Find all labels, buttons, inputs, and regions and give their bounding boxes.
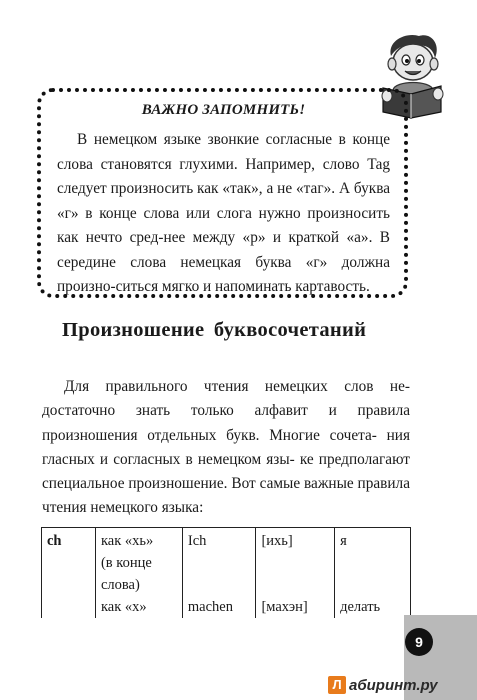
transcription-cell <box>256 528 335 619</box>
transcription: [ихь] <box>261 533 293 549</box>
rule-line: (в конце <box>100 555 152 571</box>
example-word: machen <box>187 599 233 615</box>
rule-line: как «х» <box>100 599 147 615</box>
reading-rules-table <box>41 527 411 618</box>
rule-line: слова) <box>100 577 140 593</box>
paragraph-line: Для правильного чтения немецких слов не- <box>64 378 410 395</box>
example-word: Ich <box>187 533 207 549</box>
table-row <box>42 528 411 619</box>
note-line: нее между «р» и краткой «а». В середине <box>57 229 390 271</box>
watermark-text: абиринт.ру <box>349 676 438 694</box>
section-heading: Произношение буквосочетаний <box>62 319 367 341</box>
rule-cell <box>95 528 182 619</box>
note-line: а не «таг». А буква «г» в конце слова или <box>57 180 390 222</box>
section-paragraph <box>42 375 410 521</box>
rule-line: как «хь» <box>100 533 154 549</box>
page-number: 9 <box>405 628 433 656</box>
note-line: слога нужно произносить как нечто сред- <box>57 204 390 246</box>
note-title: ВАЖНО ЗАПОМНИТЬ! <box>141 102 306 118</box>
paragraph-line: ния гласных и согласных в немецком язы- <box>42 426 411 468</box>
note-line: конце слова становятся глухими. Например, <box>57 131 391 173</box>
important-note-box <box>37 88 408 298</box>
note-text <box>57 128 390 300</box>
watermark <box>328 674 438 696</box>
paragraph-line: ке предполагают специальное произношение. <box>42 450 410 493</box>
note-line: слово Tag следует произносить как «так», <box>57 155 391 197</box>
transcription: [махэн] <box>261 599 308 615</box>
note-line: ситься мягко и напоминать картавость. <box>115 278 370 295</box>
paragraph-line: языка: <box>161 499 204 517</box>
labirint-logo-icon: Л <box>328 676 346 694</box>
paragraph-line: достаточно знать только алфавит и правила <box>42 402 410 420</box>
note-line: слова немецкая буква «г» должна произно- <box>57 253 391 295</box>
note-line: В немецком языке звонкие согласные в <box>77 131 346 148</box>
translation: я <box>340 533 347 549</box>
translation: делать <box>340 599 381 615</box>
translation-cell <box>335 528 411 619</box>
paragraph-line: Вот самые важные правила чтения немецкого <box>42 475 410 517</box>
letter-combination-cell: ch <box>42 528 96 619</box>
paragraph-line: произношения отдельных букв. Многие сочета- <box>42 426 377 444</box>
example-cell <box>182 528 256 619</box>
